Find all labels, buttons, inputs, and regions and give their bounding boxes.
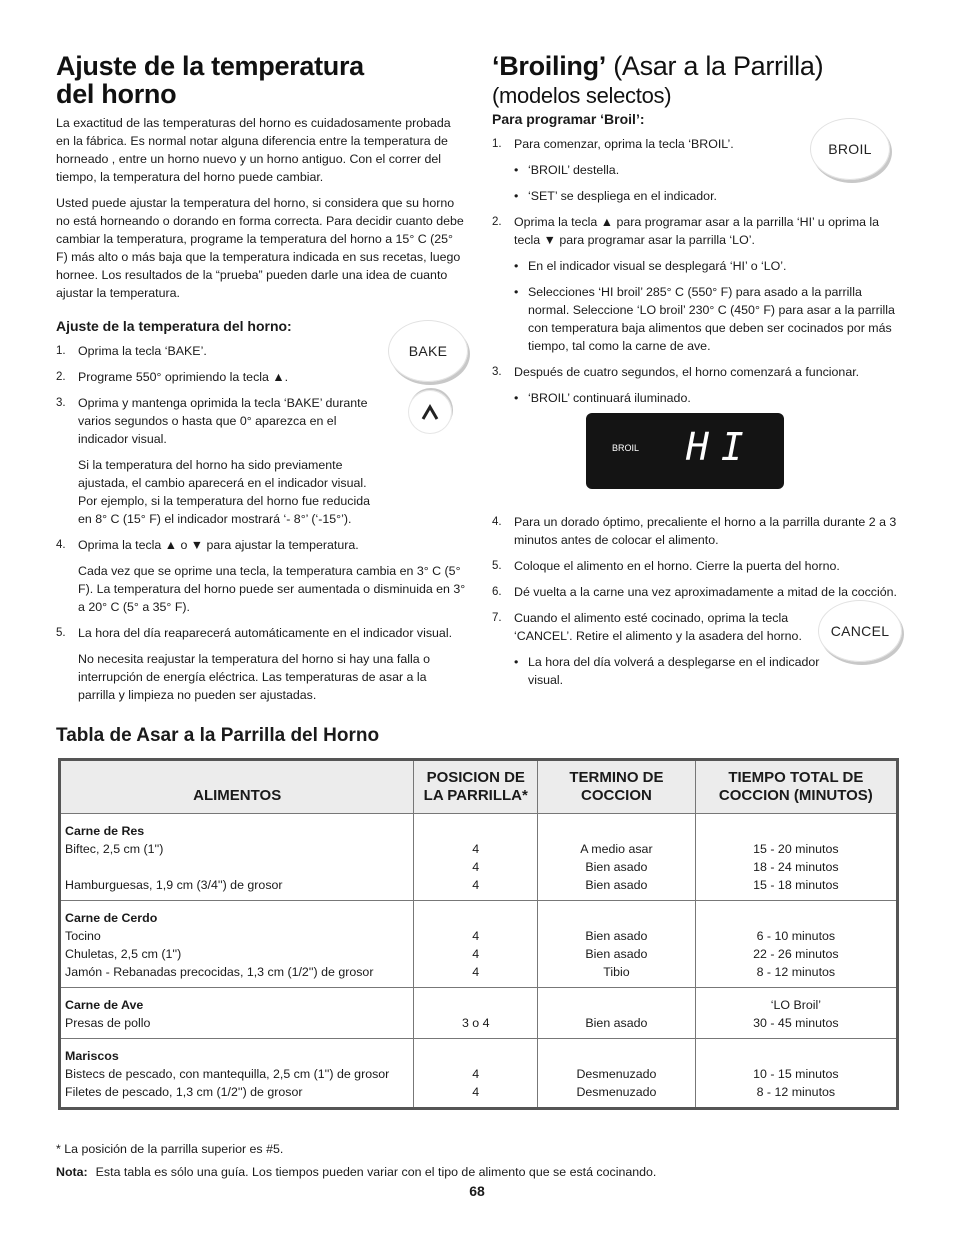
bullet-item: • Selecciones ‘HI broil’ 285° C (550° F) para asado a la parrilla normal. Seleccione ‘LO broil’ 230° C (450° F) para asar a la parrilla con temperatura baja alimentos que deben ser cocinados por más tiempo, tal como la carne de ave. xyxy=(514,283,902,355)
rack-value: 3 o 4 xyxy=(461,1016,490,1030)
title-bold: ‘Broiling’ xyxy=(492,51,606,81)
header-done-line2: COCCION xyxy=(581,787,652,804)
doneness-value: Bien asado xyxy=(585,947,648,961)
food-cell xyxy=(60,901,414,988)
table-header-row xyxy=(60,760,898,814)
broil-step-3 xyxy=(492,363,902,407)
step-bullets xyxy=(514,389,902,407)
bake-key-label: BAKE xyxy=(408,343,448,359)
bullet-item: • ‘BROIL’ destella. xyxy=(514,161,902,179)
food-item: Tocino xyxy=(65,929,101,943)
header-rack-line2: LA PARRILLA* xyxy=(423,787,528,804)
title-line-2: del horno xyxy=(56,79,177,109)
broil-key-icon xyxy=(810,118,890,180)
step-text: Para un dorado óptimo, precaliente el horno a la parrilla durante 2 a 3 minutos antes de colocar el alimento. xyxy=(514,515,897,547)
step-number: 2. xyxy=(56,371,66,383)
doneness-value: Bien asado xyxy=(585,878,648,892)
doneness-value: Bien asado xyxy=(585,929,648,943)
rack-cell xyxy=(414,988,538,1039)
time-value: 8 - 12 minutos xyxy=(756,1085,836,1099)
intro-paragraph-1: La exactitud de las temperaturas del horno es cuidadosamente probada en la fábrica. Es normal notar alguna diferencia entre la temperatura de horneado , entre un horno nuevo y un horno antiguo. Con el correr del tiempo, la temperatura del horno puede cambiar. xyxy=(56,116,451,184)
cancel-key-icon xyxy=(818,600,902,662)
header-rack xyxy=(414,760,538,814)
food-item: Hamburguesas, 1,9 cm (3/4'') de grosor xyxy=(65,878,283,892)
note-text: Esta tabla es sólo una guía. Los tiempos pueden variar con el tipo de alimento que se está cocinando. xyxy=(95,1165,657,1179)
table-row xyxy=(60,814,898,901)
subhead-oven-adjust: Ajuste de la temperatura del horno: xyxy=(56,318,292,334)
title-line-1: Ajuste de la temperatura xyxy=(56,51,364,81)
header-rack-line1: POSICION DE xyxy=(426,769,525,786)
time-cell xyxy=(695,901,897,988)
time-value: 8 - 12 minutos xyxy=(756,965,836,979)
doneness-value: Tibio xyxy=(603,965,630,979)
food-cell xyxy=(60,814,414,901)
table-body xyxy=(60,814,898,1109)
step-bullets xyxy=(514,653,822,689)
broil-key-label: BROIL xyxy=(828,141,872,157)
step-number: 4. xyxy=(492,516,502,528)
step-number: 6. xyxy=(492,586,502,598)
table-row xyxy=(60,1039,898,1109)
step-text: La hora del día reaparecerá automáticamente en el indicador visual. xyxy=(78,626,453,640)
time-value: 15 - 20 minutos xyxy=(753,842,839,856)
step-number: 5. xyxy=(492,560,502,572)
time-cell xyxy=(695,1039,897,1109)
broil-table-title: Tabla de Asar a la Parrilla del Horno xyxy=(56,725,380,746)
step-text: Dé vuelta a la carne una vez aproximadamente a mitad de la cocción. xyxy=(514,585,897,599)
cancel-key-label: CANCEL xyxy=(830,623,890,639)
doneness-cell xyxy=(538,1039,696,1109)
step-number: 3. xyxy=(56,397,66,409)
bullet-item: • En el indicador visual se desplegará ‘HI’ o ‘LO’. xyxy=(514,257,902,275)
rack-value: 4 xyxy=(472,965,480,979)
step-text: Para comenzar, oprima la tecla ‘BROIL’. xyxy=(514,137,734,151)
step-number: 1. xyxy=(56,345,66,357)
header-done-line1: TERMINO DE xyxy=(569,769,664,786)
doneness-value: Desmenuzado xyxy=(576,1067,657,1081)
rack-value: 4 xyxy=(472,947,480,961)
food-item: Biftec, 2,5 cm (1'') xyxy=(65,842,164,856)
time-cell xyxy=(695,814,897,901)
intro-paragraph-2: Usted puede ajustar la temperatura del horno, si considera que su horno no está horneando o dorando en forma correcta. Para decidir cuanto debe cambiar la temperatura, programe la temperatura del horno a 15° C (25° F) más alto o más baja que la temperatura indicada en sus recetas, luego hornee. Los resultados de la “prueba” pueden darle una idea de cuanto ajustar la temperatura. xyxy=(56,196,464,300)
title-light: (Asar a la Parrilla) xyxy=(606,51,824,81)
step-text: Oprima la tecla ‘BAKE’. xyxy=(78,344,207,358)
time-note: ‘LO Broil’ xyxy=(770,998,821,1012)
food-item xyxy=(65,858,409,876)
section-title-oven-temp xyxy=(56,52,466,108)
rack-cell xyxy=(414,814,538,901)
food-cell xyxy=(60,1039,414,1109)
oven-temp-section xyxy=(56,52,466,712)
step-text: Oprima y mantenga oprimida la tecla ‘BAKE’ durante varios segundos o hasta que 0° aparezca en el indicador visual. xyxy=(78,396,368,446)
bake-key-icon xyxy=(388,320,468,382)
header-food: ALIMENTOS xyxy=(60,760,414,814)
rack-cell xyxy=(414,901,538,988)
food-category: Carne de Res xyxy=(65,824,145,838)
broil-chart-table xyxy=(58,758,899,1110)
time-value: 15 - 18 minutos xyxy=(753,878,839,892)
food-item: Jamón - Rebanadas precocidas, 1,3 cm (1/2'') de grosor xyxy=(65,965,374,979)
food-cell xyxy=(60,988,414,1039)
title-sub: (modelos selectos) xyxy=(492,83,672,108)
step-number: 7. xyxy=(492,612,502,624)
doneness-cell xyxy=(538,814,696,901)
time-value: 18 - 24 minutos xyxy=(753,860,839,874)
step-number: 4. xyxy=(56,539,66,551)
step-number: 3. xyxy=(492,366,502,378)
food-item: Presas de pollo xyxy=(65,1016,151,1030)
rack-value: 4 xyxy=(472,878,480,892)
oven-display-panel xyxy=(586,413,784,489)
time-value: 30 - 45 minutos xyxy=(753,1016,839,1030)
page-number: 68 xyxy=(469,1183,485,1199)
doneness-cell xyxy=(538,988,696,1039)
bullet-item: • ‘BROIL’ continuará iluminado. xyxy=(514,389,902,407)
display-value: HI xyxy=(686,425,756,469)
subhead-broil: Para programar ‘Broil’: xyxy=(492,111,645,127)
rack-value: 4 xyxy=(472,842,480,856)
time-value: 22 - 26 minutos xyxy=(753,947,839,961)
oven-adjust-steps xyxy=(56,342,466,704)
bullet-item: • La hora del día volverá a desplegarse en el indicador visual. xyxy=(514,653,822,689)
display-mode-label: BROIL xyxy=(612,443,640,453)
step-continuation: Si la temperatura del horno ha sido previamente ajustada, el cambio aparecerá en el indicador visual. Por ejemplo, si la temperatura del horno fue reducida en 8° C (15° F) el indicador mostrará ‘- 8°’ (‘-15°’). xyxy=(78,458,371,526)
step-continuation: No necesita reajustar la temperatura del horno si hay una falla o interrupción de energía eléctrica. Las temperaturas de asar a la parrilla y limpieza no pueden ser ajustadas. xyxy=(78,652,430,702)
oven-adjust-step xyxy=(56,394,466,528)
step-bullets xyxy=(514,257,902,355)
time-value: 10 - 15 minutos xyxy=(753,1067,839,1081)
section-title-broiling xyxy=(492,52,902,109)
up-chevron-icon xyxy=(420,402,440,422)
table-footnote: * La posición de la parrilla superior es #5. xyxy=(56,1142,284,1156)
header-time-line2: COCCION (MINUTOS) xyxy=(718,787,873,804)
table-row xyxy=(60,901,898,988)
step-text: Programe 550° oprimiendo la tecla ▲. xyxy=(78,370,289,384)
header-doneness xyxy=(538,760,696,814)
table-row xyxy=(60,988,898,1039)
food-item: Bistecs de pescado, con mantequilla, 2,5 cm (1'') de grosor xyxy=(65,1067,390,1081)
rack-value: 4 xyxy=(472,1067,480,1081)
oven-adjust-step xyxy=(56,536,466,616)
step-number: 1. xyxy=(492,138,502,150)
rack-value: 4 xyxy=(472,860,480,874)
table-note xyxy=(56,1165,656,1179)
bullet-item: • ‘SET’ se despliega en el indicador. xyxy=(514,187,902,205)
step-text: Después de cuatro segundos, el horno comenzará a funcionar. xyxy=(514,365,860,379)
note-label: Nota: xyxy=(56,1165,88,1179)
broil-step-4 xyxy=(492,513,902,549)
time-cell xyxy=(695,988,897,1039)
step-number: 2. xyxy=(492,216,502,228)
food-category: Carne de Ave xyxy=(65,998,144,1012)
food-category: Mariscos xyxy=(65,1049,119,1063)
rack-cell xyxy=(414,1039,538,1109)
food-category: Carne de Cerdo xyxy=(65,911,158,925)
step-text: Oprima la tecla ▲ o ▼ para ajustar la temperatura. xyxy=(78,538,359,552)
food-item: Filetes de pescado, 1,3 cm (1/2'') de grosor xyxy=(65,1085,303,1099)
broil-step-6 xyxy=(492,583,902,601)
oven-adjust-step xyxy=(56,624,466,704)
broil-step-5 xyxy=(492,557,902,575)
header-time xyxy=(695,760,897,814)
doneness-value: Bien asado xyxy=(585,860,648,874)
doneness-value: Desmenuzado xyxy=(576,1085,657,1099)
header-time-line1: TIEMPO TOTAL DE xyxy=(728,769,864,786)
doneness-value: A medio asar xyxy=(580,842,653,856)
time-value: 6 - 10 minutos xyxy=(756,929,836,943)
doneness-cell xyxy=(538,901,696,988)
step-text: Coloque el alimento en el horno. Cierre la puerta del horno. xyxy=(514,559,840,573)
step-text: Oprima la tecla ▲ para programar asar a la parrilla ‘HI’ u oprima la tecla ▼ para programar asar la parrilla ‘LO’. xyxy=(514,215,880,247)
step-continuation: Cada vez que se oprime una tecla, la temperatura cambia en 3° C (5° F). La temperatura del horno puede ser aumentada o disminuida en 3° a 20° C (5° a 35° F). xyxy=(78,564,466,614)
step-number: 5. xyxy=(56,627,66,639)
step-text: Cuando el alimento esté cocinado, oprima la tecla ‘CANCEL’. Retire el alimento y la asadera del horno. xyxy=(514,611,802,643)
rack-value: 4 xyxy=(472,1085,480,1099)
broil-step-2 xyxy=(492,213,902,355)
doneness-value: Bien asado xyxy=(585,1016,648,1030)
up-arrow-key-icon xyxy=(408,390,452,434)
rack-value: 4 xyxy=(472,929,480,943)
food-item: Chuletas, 2,5 cm (1'') xyxy=(65,947,182,961)
